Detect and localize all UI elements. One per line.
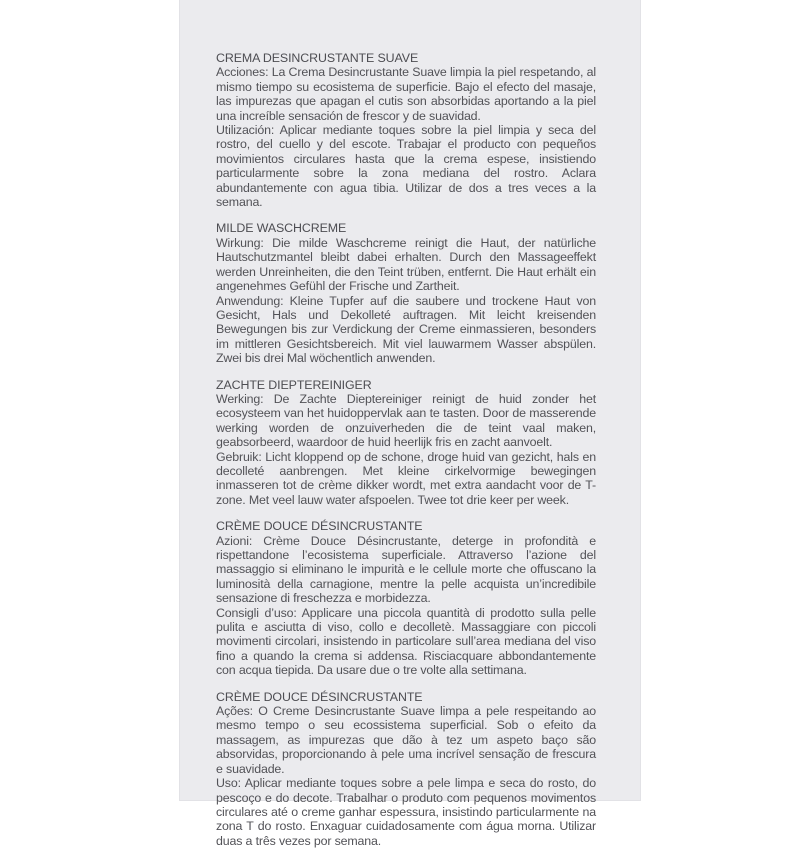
section-portuguese	[216, 690, 596, 848]
section-actions-text: Ações: O Creme Desincrustante Suave limpa a pele respeitando ao mesmo tempo o seu ecossistema superficial. Sob o efeito da massagem, as impurezas que dão à tez um aspeto baço são absorvidas, proporcionando à pele uma incrível sensação de frescura e suavidade.	[216, 704, 596, 776]
section-dutch	[216, 378, 596, 508]
section-heading: MILDE WASCHCREME	[216, 221, 347, 236]
section-actions-text: Werking: De Zachte Dieptereiniger reinigt de huid zonder het ecosysteem van het huidoppervlak aan te tasten. Door de masserende werking worden de onzuiverheden die de teint vaal maken, geabsorbeerd, waardoor de huid heerlijk fris en zacht aanvoelt.	[216, 391, 596, 450]
section-actions-text: Azioni: Crème Douce Désincrustante, deterge in profondità e rispettandone l’ecosistema superficiale. Attraverso l’azione del massaggio si eliminano le impurità e le cellule morte che offuscano la luminosità della carnagione, mentre la pelle acquista un’incredibile sensazione di freschezza e morbidezza.	[216, 533, 596, 606]
section-german	[216, 221, 596, 365]
section-usage-text: Consigli d’uso: Applicare una piccola quantità di prodotto sulla pelle pulita e asciutta di viso, collo e decolletè. Massaggiare con piccoli movimenti circolari, insistendo in particolare sull’area mediana del viso fino a quando la crema si addensa. Risciacquare abbondantemente con acqua tiepida. Da usare due o tre volte alla settimana.	[216, 605, 596, 678]
section-spanish	[216, 51, 596, 209]
section-usage-text: Uso: Aplicar mediante toques sobre a pele limpa e seca do rosto, do pescoço e do decote. Trabalhar o produto com pequenos movimentos circulares até o creme ganhar espessura, insistindo particularmente na zona T do rosto. Enxaguar cuidadosamente com água morna. Utilizar duas a três vezes por semana.	[216, 776, 596, 848]
section-italian	[216, 519, 596, 677]
section-usage-text: Anwendung: Kleine Tupfer auf die saubere und trockene Haut von Gesicht, Hals und Dekolleté auftragen. Mit leicht kreisenden Bewegungen bis zur Verdickung der Creme einmassieren, besonders im mittleren Gesichtsbereich. Mit viel lauwarmem Wasser abspülen. Zwei bis drei Mal wöchentlich anwenden.	[216, 293, 596, 366]
section-actions-text: Acciones: La Crema Desincrustante Suave limpia la piel respetando, al mismo tiempo su ecosistema de superficie. Bajo el efecto del masaje, las impurezas que apagan el cutis son absorbidas aportando a la piel una increíble sensación de frescor y de suavidad.	[216, 65, 596, 123]
section-heading: CRÈME DOUCE DÉSINCRUSTANTE	[216, 519, 423, 534]
section-heading: CRÈME DOUCE DÉSINCRUSTANTE	[216, 689, 423, 704]
section-heading: ZACHTE DIEPTEREINIGER	[216, 377, 372, 392]
section-heading: CREMA DESINCRUSTANTE SUAVE	[216, 51, 419, 65]
section-usage-text: Gebruik: Licht kloppend op de schone, droge huid van gezicht, hals en decolleté aanbrengen. Met kleine cirkelvormige bewegingen inmasseren tot de crème dikker wordt, met extra aandacht voor de T-zone. Met veel lauw water afspoelen. Twee tot drie keer per week.	[216, 449, 596, 507]
instructions-text-block	[216, 51, 596, 860]
section-usage-text: Utilización: Aplicar mediante toques sobre la piel limpia y seca del rostro, del cuello y del escote. Trabajar el producto con pequeños movimientos circulares hasta que la crema espese, insistiendo particularmente sobre la zona mediana del rostro. Aclara abundantemente con agua tibia. Utilizar de dos a tres veces a la semana.	[216, 123, 596, 210]
section-actions-text: Wirkung: Die milde Waschcreme reinigt die Haut, der natürliche Hautschutzmantel bleibt dabei erhalten. Durch den Massageeffekt werden Unreinheiten, die den Teint trüben, entfernt. Die Haut erhält ein angenehmes Gefühl der Frische und Zartheit.	[216, 235, 596, 294]
